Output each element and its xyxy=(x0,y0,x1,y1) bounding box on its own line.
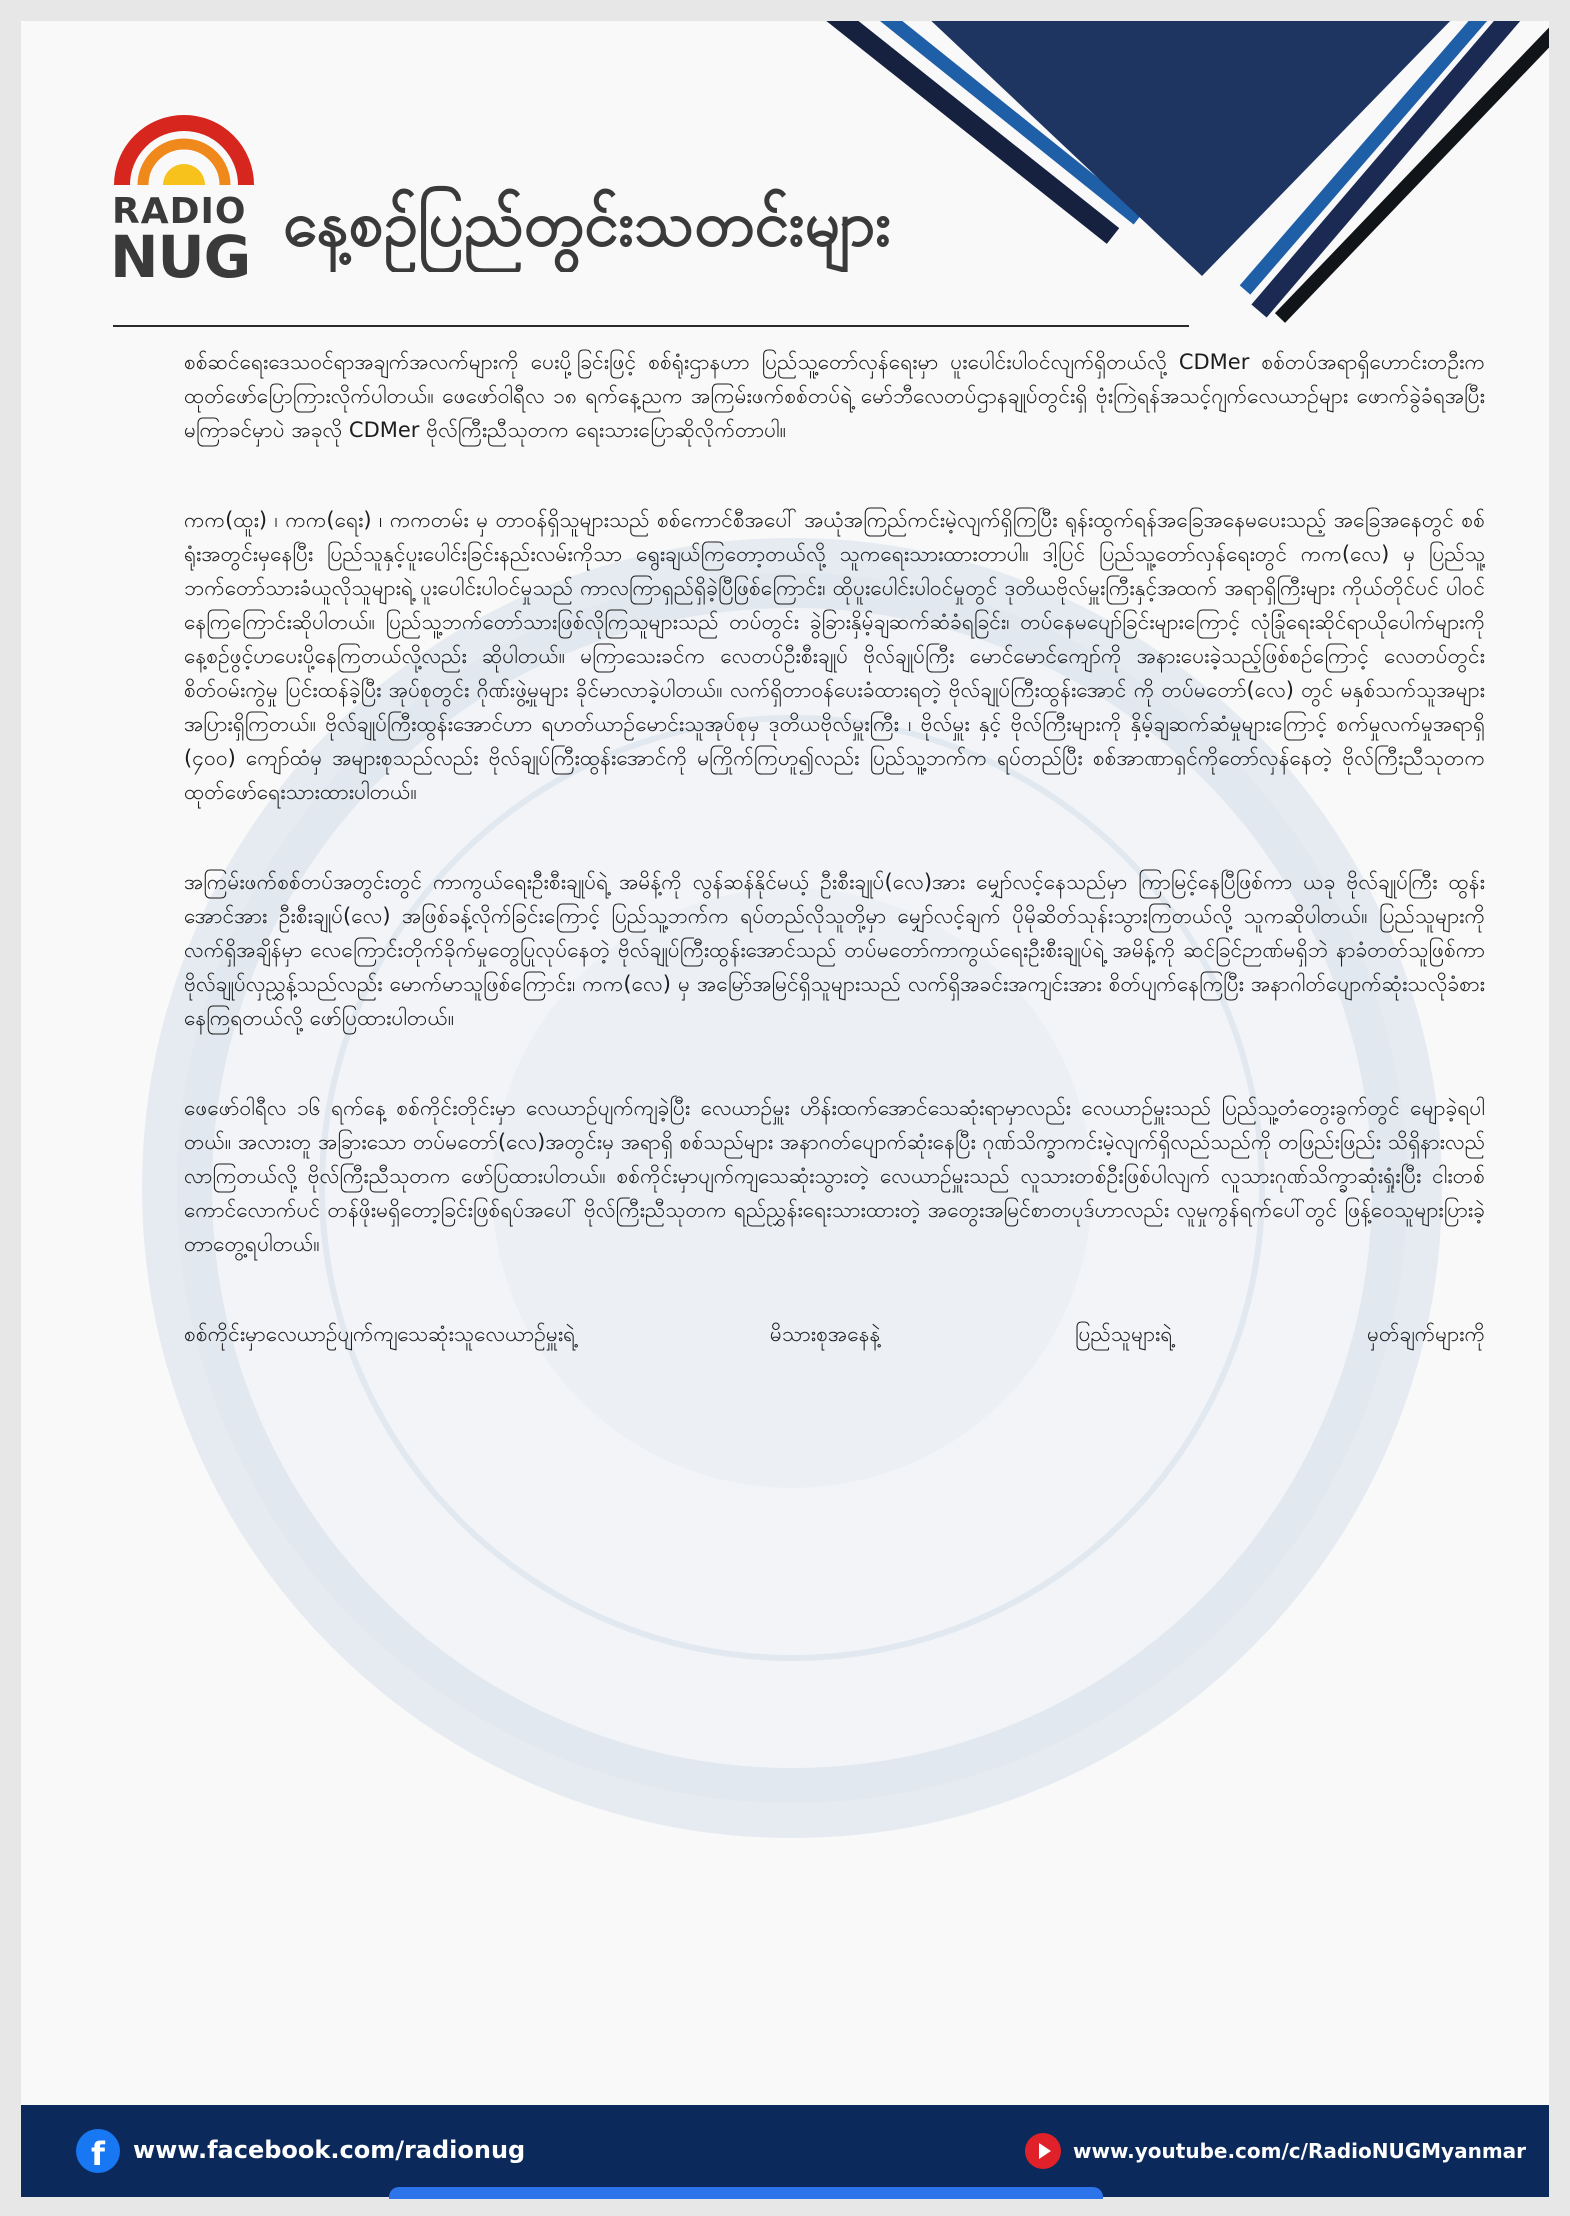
article-paragraph: အကြမ်းဖက်စစ်တပ်အတွင်းတွင် ကာကွယ်ရေးဦးစီးချုပ်ရဲ့ အမိန့်ကို လွန်ဆန်နိုင်မယ့် ဦးစီးချုပ်(လေ)အား မျှော်လင့်နေသည်မှာ ကြာမြင့်နေပြီဖြစ်ကာ ယခု ဗိုလ်ချုပ်ကြီး ထွန်းအောင်အား ဦးစီးချုပ်(လေ) အဖြစ်ခန့်လိုက်ခြင်းကြောင့် ပြည်သူ့ဘက်က ရပ်တည်လိုသူတို့မှာ မျှော်လင့်ချက် ပိုမိုဆိတ်သုန်းသွားကြတယ်လို့ သူကဆိုပါတယ်။ ပြည်သူများကိုလက်ရှိအချိန်မှာ လေကြောင်းတိုက်ခိုက်မှုတွေပြုလုပ်နေတဲ့ ဗိုလ်ချုပ်ကြီးထွန်းအောင်သည် တပ်မတော်ကာကွယ်ရေးဦးစီးချုပ်ရဲ့ အမိန့်ကို ဆင်ခြင်ဉာဏ်မရှိဘဲ နာခံတတ်သူဖြစ်ကာ ဗိုလ်ချုပ်လှညွှန့်သည်လည်း မောက်မာသူဖြစ်ကြောင်း၊ ကက(လေ) မှ အမြော်အမြင်ရှိသူများသည် လက်ရှိအခင်းအကျင်းအား စိတ်ပျက်နေကြပြီး အနာဂါတ်ပျောက်ဆုံးသလိုခံစားနေကြရတယ်လို့ ဖော်ပြထားပါတယ်။ xyxy=(184,870,1485,1030)
article-paragraph: စစ်ဆင်ရေးဒေသဝင်ရာအချက်အလက်များကို ပေးပို့ခြင်းဖြင့် စစ်ရုံးဌာနဟာ ပြည်သူ့တော်လှန်ရေးမှာ ပူးပေါင်းပါဝင်လျက်ရှိတယ်လို့ CDMer စစ်တပ်အရာရှိဟောင်းတဦးက ထုတ်ဖော်ပြောကြားလိုက်ပါတယ်။ ဖေဖော်ဝါရီလ ၁၈ ရက်နေ့ညက အကြမ်းဖက်စစ်တပ်ရဲ့ မော်ဘီလေတပ်ဌာနချုပ်တွင်းရှိ ဗုံးကြဲရန်အသင့်ဂျက်လေယာဉ်များ ဖောက်ခွဲခံရအပြီး မကြာခင်မှာပဲ အခုလို CDMer ဗိုလ်ကြီးညီသုတက ရေးသားပြောဆိုလိုက်တာပါ။ xyxy=(184,350,1485,442)
header-divider xyxy=(113,325,1189,327)
radio-waves-logo-icon xyxy=(113,111,255,187)
page-title: နေ့စဉ်ပြည်တွင်းသတင်းများ xyxy=(283,187,892,260)
youtube-link[interactable]: www.youtube.com/c/RadioNUGMyanmar xyxy=(1073,2139,1527,2163)
facebook-link[interactable]: www.facebook.com/radionug xyxy=(133,2136,526,2164)
logo-yellow-disc xyxy=(163,164,205,185)
logo-nug-text: NUG xyxy=(110,223,251,291)
youtube-icon[interactable] xyxy=(1025,2133,1061,2169)
logo-radio-text: RADIO xyxy=(112,191,247,232)
article-paragraph: ကက(ထူး) ၊ ကက(ရေး) ၊ ကကတမ်း မှ တာဝန်ရှိသူများသည် စစ်ကောင်စီအပေါ် အယုံအကြည်ကင်းမဲ့လျက်ရှိကြပြီး ရုန်းထွက်ရန်အခြေအနေမပေးသည့် အခြေအနေတွင် စစ်ရုံးအတွင်းမှနေပြီး ပြည်သူနှင့်ပူးပေါင်းခြင်းနည်းလမ်းကိုသာ ရွေးချယ်ကြတော့တယ်လို့ သူကရေးသားထားတာပါ။ ဒါ့ပြင် ပြည်သူ့တော်လှန်ရေးတွင် ကက(လေ) မှ ပြည်သူ့ဘက်တော်သားခံယူလိုသူများရဲ့ ပူးပေါင်းပါဝင်မှုသည် ကာလကြာရှည်ရှိခဲ့ပြီဖြစ်ကြောင်း၊ ထိုပူးပေါင်းပါဝင်မှုတွင် ဒုတိယဗိုလ်မှူးကြီးနှင့်အထက် အရာရှိကြီးများ ကိုယ်တိုင်ပင် ပါဝင်နေကြကြောင်းဆိုပါတယ်။ ပြည်သူ့ဘက်တော်သားဖြစ်လိုကြသူများသည် တပ်တွင်း ခွဲခြားနှိမ့်ချဆက်ဆံခံရခြင်း၊ တပ်နေမပျော်ခြင်းများကြောင့် လုံခြုံရေးဆိုင်ရာယိုပေါက်များကို နေ့စဉ်ဖွင့်ဟပေးပို့နေကြတယ်လို့လည်း ဆိုပါတယ်။ မကြာသေးခင်က လေတပ်ဦးစီးချုပ် ဗိုလ်ချုပ်ကြီး မောင်မောင်ကျော်ကို အနားပေးခဲ့သည့်ဖြစ်စဉ်ကြောင့် လေတပ်တွင်း စိတ်ဝမ်းကွဲမှု ပြင်းထန်ခဲ့ပြီး အုပ်စုတွင်း ဂိုဏ်းဖွဲ့မှုများ ခိုင်မာလာခဲ့ပါတယ်။ လက်ရှိတာဝန်ပေးခံထားရတဲ့ ဗိုလ်ချုပ်ကြီးထွန်းအောင် ကို တပ်မတော်(လေ) တွင် မနှစ်သက်သူအများအပြားရှိကြတယ်။ ဗိုလ်ချုပ်ကြီးထွန်းအောင်ဟာ ရဟတ်ယာဉ်မောင်းသူအုပ်စုမှ ဒုတိယဗိုလ်မှူးကြီး ၊ ဗိုလ်မှူး နှင့် ဗိုလ်ကြီးများကို နှိမ့်ချဆက်ဆံမှုများကြောင့် စက်မှုလက်မှုအရာရှိ (၄၀၀) ကျော်ထံမှ အများစုသည်လည်း ဗိုလ်ချုပ်ကြီးထွန်းအောင်ကို မကြိုက်ကြဟူ၍လည်း ပြည်သူ့ဘက်က ရပ်တည်ပြီး စစ်အာဏာရှင်ကိုတော်လှန်နေတဲ့ ဗိုလ်ကြီးညီသုတက ထုတ်ဖော်ရေးသားထားပါတယ်။ xyxy=(184,508,1485,804)
footer-accent-bar xyxy=(389,2187,1103,2199)
footer-band xyxy=(21,2105,1549,2197)
article-paragraph: စစ်ကိုင်းမှာလေယာဉ်ပျက်ကျသေဆုံးသူလေယာဉ်မှူးရဲ့ မိသားစုအနေနဲ့ ပြည်သူများရဲ့ မှတ်ချက်များကို xyxy=(184,1322,1485,1346)
article-body xyxy=(184,345,1485,2065)
facebook-icon[interactable]: f xyxy=(76,2129,120,2173)
article-paragraph: ဖေဖော်ဝါရီလ ၁၆ ရက်နေ့ စစ်ကိုင်းတိုင်းမှာ လေယာဉ်ပျက်ကျခဲ့ပြီး လေယာဉ်မှူး ဟိန်းထက်အောင်သေဆုံးရာမှာလည်း လေယာဉ်မှူးသည် ပြည်သူ့တံတွေးခွက်တွင် မျောခဲ့ရပါတယ်။ အလားတူ အခြားသော တပ်မတော်(လေ)အတွင်းမှ အရာရှိ စစ်သည်များ အနာဂတ်ပျောက်ဆုံးနေပြီး ဂုဏ်သိက္ခာကင်းမဲ့လျက်ရှိလည်သည်ကို တဖြည်းဖြည်း သိရှိနားလည်လာကြတယ်လို့ ဗိုလ်ကြီးညီသုတက ဖော်ပြထားပါတယ်။ စစ်ကိုင်းမှာပျက်ကျသေဆုံးသွားတဲ့ လေယာဉ်မှူးသည် လူသားတစ်ဦးဖြစ်ပါလျက် လူသားဂုဏ်သိက္ခာဆုံးရှုံးပြီး ငါးတစ်ကောင်လောက်ပင် တန်ဖိုးမရှိတော့ခြင်းဖြစ်ရပ်အပေါ် ဗိုလ်ကြီးညီသုတက ရည်ညွှန်းရေးသားထားတဲ့ အတွေးအမြင်စာတပုဒ်ဟာလည်း လူမှုကွန်ရက်ပေါ်တွင် ဖြန့်ဝေသူများပြားခဲ့တာတွေ့ရပါတယ်။ xyxy=(184,1096,1485,1256)
